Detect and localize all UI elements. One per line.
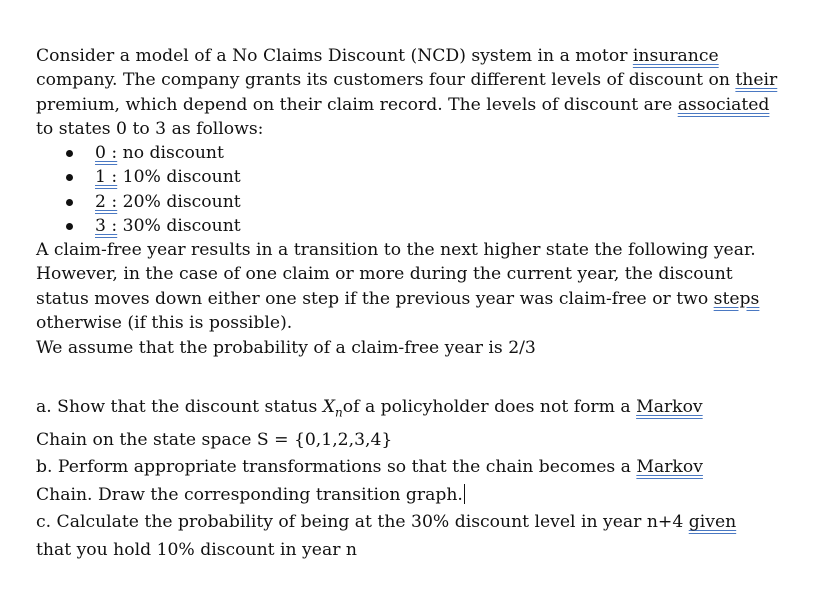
state-number: 0 : — [95, 143, 118, 163]
spellcheck-word: Markov — [636, 457, 703, 478]
bullet-icon — [66, 199, 73, 206]
question-a-line-1: a. Show that the discount status $X_nof$ a policyholder does not form a Markov — [36, 397, 703, 420]
intro-line-4: to states 0 to 3 as follows: — [36, 119, 264, 140]
list-item — [36, 141, 241, 165]
question-c-line-2: that you hold 10% discount in year n — [36, 539, 357, 560]
question-b-line-2[interactable]: Chain. Draw the corresponding transition graph. — [36, 484, 463, 505]
list-item — [36, 165, 241, 189]
math-variable: X — [322, 397, 336, 417]
question-b-line-1: b. Perform appropriate transformations so that the chain becomes a Markov — [36, 457, 703, 478]
intro-line-1: Consider a model of a No Claims Discount (NCD) system in a motor insurance — [36, 46, 719, 66]
rules-line-4: otherwise (if this is possible). — [36, 313, 293, 334]
discount-states-list — [36, 141, 241, 239]
rules-line-3: status moves down either one step if the previous year was claim-free or two steps — [36, 288, 760, 309]
spellcheck-word: given — [688, 512, 737, 533]
list-item — [36, 214, 241, 238]
math-subscript: n — [335, 405, 343, 420]
rules-line-5: We assume that the probability of a claim-free year is 2/3 — [36, 337, 536, 358]
intro-line-2: company. The company grants its customers four different levels of discount on their — [36, 70, 778, 91]
state-label: 10% discount — [117, 167, 241, 188]
state-label: 30% discount — [117, 216, 241, 237]
bullet-icon — [66, 174, 73, 181]
questions-block — [36, 394, 796, 564]
rules-paragraph — [36, 238, 796, 360]
state-number: 3 : — [95, 216, 118, 237]
state-label: 20% discount — [117, 191, 241, 212]
list-item — [36, 190, 241, 214]
question-c-line-1: c. Calculate the probability of being at the 30% discount level in year n+4 given — [36, 512, 737, 533]
intro-line-3: premium, which depend on their claim record. The levels of discount are associated — [36, 94, 770, 115]
state-label: no discount — [117, 143, 224, 163]
intro-paragraph — [36, 44, 796, 142]
state-number: 2 : — [95, 191, 118, 212]
rules-line-2: However, in the case of one claim or more during the current year, the discount — [36, 264, 733, 285]
rules-line-1: A claim-free year results in a transition to the next higher state the following year. — [36, 240, 756, 260]
question-a-line-2: Chain on the state space S = {0,1,2,3,4} — [36, 429, 393, 450]
spellcheck-word: Markov — [636, 397, 703, 417]
text-cursor — [464, 484, 465, 504]
bullet-icon — [66, 223, 73, 230]
spellcheck-word: insurance — [632, 46, 719, 66]
spellcheck-word: steps — [713, 288, 760, 309]
spellcheck-word: their — [735, 70, 778, 91]
state-number: 1 : — [95, 167, 118, 188]
spellcheck-word: associated — [677, 94, 770, 115]
bullet-icon — [66, 150, 73, 157]
